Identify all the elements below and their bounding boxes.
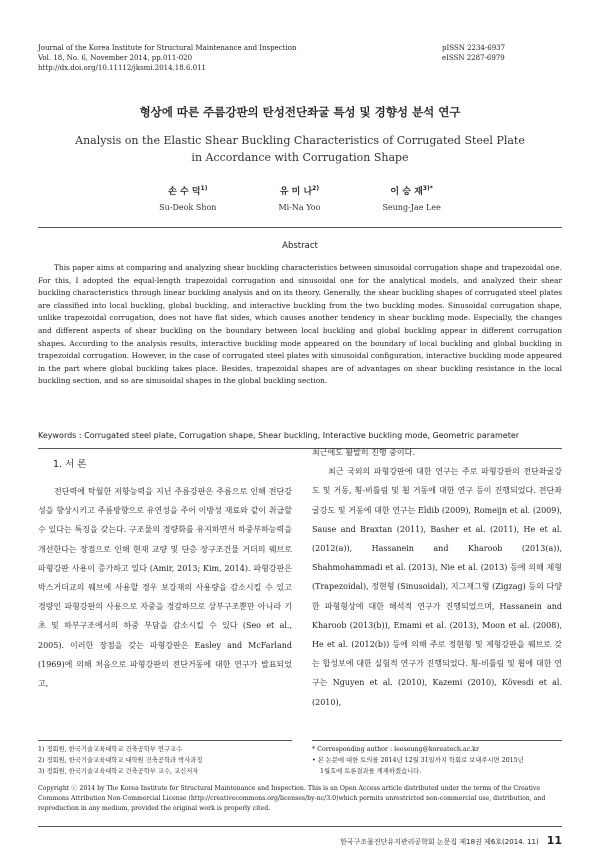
abstract-heading: Abstract bbox=[282, 241, 318, 251]
author-korean-name: 유 미 나 bbox=[279, 187, 313, 197]
abstract-text: This paper aims at comparing and analyzing shear buckling characteristics between sinusoidal corrugation shape and trapezoidal one. For this, I adopted the equal-length trapezoidal corrugation and sinusoidal one for the analytical models, and analyzed their shear buckling characteristics through linear buckling analysis and on its theory. Generally, the shear buckling shapes of corrugated steel plates are classified into local buckling, global buckling, and interactive buckling from the two buckling modes. Sinusoidal corrugation shape, unlike trapezoidal corrugation, does not have flat sides, which causes another tendency in shear buckling mode. Especially, the changes and different aspects of shear buckling on the boundary between local buckling and global buckling appear in different corrugation shapes. According to the analysis results, interactive buckling mode appeared on the boundary of local buckling and global buckling in trapezoidal corrugation. However, in the case of corrugated steel plates with sinusoidal configuration, interactive buckling mode appeared in the part where global buckling takes place. Besides, trapezoidal shapes are of advantages on shear buckling resistance in the local buckling section, and so are sinusoidal shapes in the global buckling section. bbox=[38, 263, 562, 386]
pissn: pISSN 2234-6937 bbox=[442, 44, 506, 52]
journal-name: Journal of the Korea Institute for Structural Maintenance and Inspection bbox=[38, 44, 297, 52]
issn-block bbox=[442, 43, 562, 63]
page-number: 11 bbox=[546, 834, 562, 847]
author-english-name: Seung-Jae Lee bbox=[382, 203, 441, 212]
author-3 bbox=[382, 184, 440, 212]
author-english-name: Su-Deok Shon bbox=[159, 203, 217, 212]
keywords: Keywords : Corrugated steel plate, Corrugation shape, Shear buckling, Interactive buckling mode, Geometric parameter bbox=[38, 431, 520, 440]
author-korean-name: 손 수 덕 bbox=[168, 187, 201, 197]
korean-title: 형상에 따른 주름강판의 탄성전단좌굴 특성 및 경향성 분석 연구 bbox=[139, 105, 461, 119]
discussion-note-cont: 1월호에 토론결과를 게재하겠습니다. bbox=[320, 768, 422, 775]
journal-header bbox=[38, 43, 358, 73]
discussion-note: • 본 논문에 대한 토의를 2014년 12월 31일까지 학회로 보내주시면 2015년 bbox=[312, 757, 524, 764]
section-heading: 1. 서 론 bbox=[53, 459, 87, 470]
author-2 bbox=[278, 184, 320, 212]
footnote-rule-left bbox=[38, 740, 292, 741]
page-footer bbox=[340, 834, 562, 847]
author-affiliation-mark: 2) bbox=[312, 185, 320, 192]
affiliation-footnotes bbox=[38, 744, 292, 777]
eissn: eISSN 2287-6979 bbox=[442, 54, 505, 62]
author-1 bbox=[159, 184, 216, 212]
english-title bbox=[50, 132, 550, 166]
copyright-notice: Copyright ⓒ 2014 by The Korea Institute for Structural Maintenance and Inspection. This is an Open Access article distributed under the terms of the Creative Commons Attribution Non-Commercial License (http://creativecommons.org/licenses/by-nc/3.0)which permits unrestricted non-commercial use, distribution, and reproduction in any medium, provided the original work is properly cited. bbox=[38, 785, 546, 812]
author-affiliation-mark: 3)* bbox=[422, 185, 433, 192]
right-column bbox=[312, 443, 562, 712]
left-column bbox=[38, 482, 292, 693]
volume-info: Vol. 18, No. 6, November 2014, pp.011-020 bbox=[38, 54, 193, 62]
body-paragraph: 전단력에 탁월한 저항능력을 지닌 주름강판은 주름으로 인해 전단강성을 향상시키고 주름방향으로 유연성을 주어 이방성 재료와 같이 취급할 수 있다는 특징을 갖는다. 구조물의 경량화를 유지하면서 하중부하능력을 개선한다는 장점으로 인해 현재 교량 및 단층 장구조건물 거더의 웨브로 파형강판 사용이 증가하고 있다 (Amir, 2013; Kim, 2014). 파형강판은 박스거더교의 웨브에 사용할 경우 보강재의 사용량을 감소시킬 수 있고 경량인 파형강판의 사용으로 자중을 경감하므로 상부구조뿐만 아니라 기초 및 하부구조에서의 하중 부담을 감소시킬 수 있다 (Seo et al., 2005). 이러한 장점을 갖는 파형강판은 Easley and McFarland (1969)에 의해 처음으로 파형강판의 전단거동에 대한 연구가 발표되었고, bbox=[38, 487, 292, 689]
english-title-line1: Analysis on the Elastic Shear Buckling Characteristics of Corrugated Steel Plate bbox=[75, 134, 525, 147]
footnote: 2) 정회원, 한국기술교육대학교 대학원 건축공학과 박사과정 bbox=[38, 757, 203, 764]
body-paragraph: 최근 국외의 파형강판에 대한 연구는 주로 파형강판의 전단좌굴강도 및 거동, 횡-비틀림 및 휨 거동에 대한 연구 등이 진행되었다. 전단좌굴강도 및 거동에 대한 연구는 Eldib (2009), Romeijn et al. (2009), Sause and Braxtan (2011), Basher et al. (2011), He et al. (2012(a)), Hassanein and Kharoob (2013(a)), Shahmohammadi et al. (2013), Nie et al. (2013) 등에 의해 제형 (Trapezoidal), 정현형 (Sinusoidal), 지그재그형 (Zigzag) 등의 다양한 파형형상에 대한 해석적 연구가 진행되었으며, Hassanein and Kharoob (2013(b)), Emami et al. (2013), Moon et al. (2008), He et al. (2012(b)) 등에 의해 주로 정현형 및 제형강판을 웨브로 갖는 합성보에 대한 실험적 연구가 진행되었다. 횡-비틀림 및 휨에 대한 연구는 Nguyen et al. (2010), Kazemi (2010), Kövesdi et al. (2010), bbox=[312, 467, 562, 707]
doi-link[interactable]: http://dx.doi.org/10.11112/jksmi.2014.18.6.011 bbox=[38, 64, 206, 72]
footnote: 1) 정회원, 한국기술교육대학교 건축공학부 연구교수 bbox=[38, 746, 183, 753]
author-list bbox=[0, 184, 600, 212]
footnote: 3) 정회원, 한국기술교육대학교 건축공학부 교수, 교신저자 bbox=[38, 768, 199, 775]
corresponding-footnotes bbox=[312, 744, 562, 777]
author-korean-name: 이 승 재 bbox=[390, 187, 423, 197]
author-english-name: Mi-Na Yoo bbox=[278, 203, 321, 212]
corresponding-author: * Corresponding author : leeseung@koreatech.ac.kr bbox=[312, 746, 479, 753]
footnote-rule-right bbox=[312, 740, 562, 741]
footer-journal: 한국구조물진단유지관리공학회 논문집 제18권 제6호(2014. 11) bbox=[340, 838, 539, 846]
english-title-line2: in Accordance with Corrugation Shape bbox=[191, 151, 409, 164]
footer-rule bbox=[38, 826, 562, 827]
abstract-top-rule bbox=[38, 227, 562, 228]
body-paragraph-continued: 최근에도 활발히 진행 중이다. bbox=[312, 448, 415, 457]
author-affiliation-mark: 1) bbox=[200, 185, 208, 192]
